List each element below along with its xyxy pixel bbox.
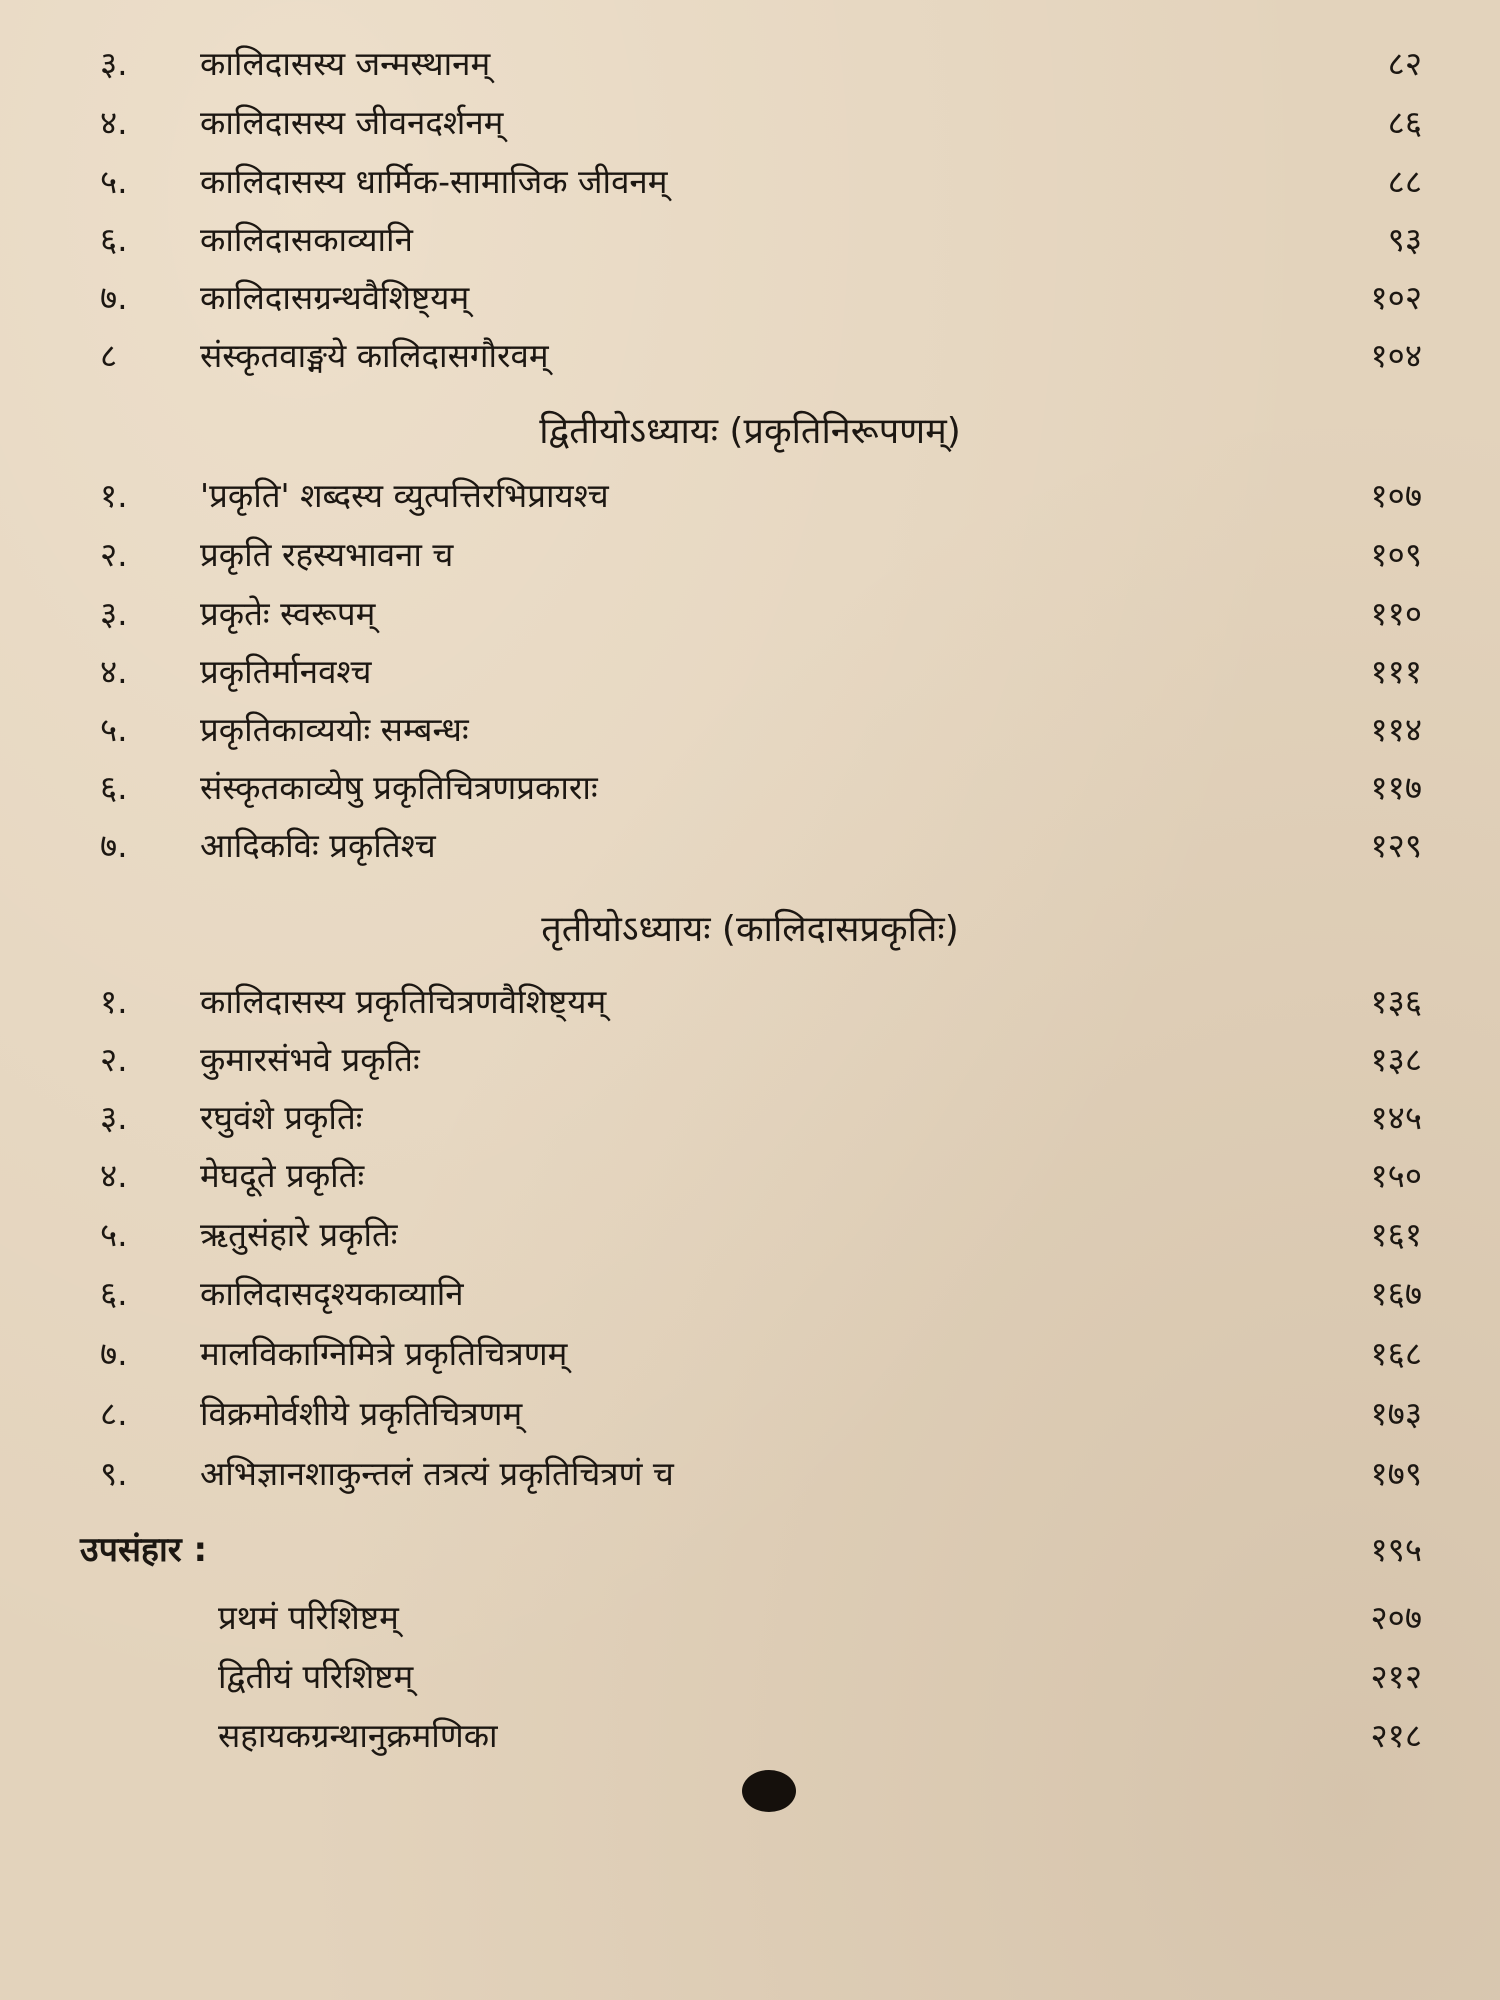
entry-number: ३. <box>100 44 128 83</box>
entry-page: २१२ <box>1370 1657 1422 1696</box>
entry-title: प्रकृतिकाव्ययोः सम्बन्धः <box>200 710 469 749</box>
entry-number: २. <box>100 535 128 574</box>
entry-number: ७. <box>100 826 128 865</box>
entry-title: कालिदासस्य धार्मिक-सामाजिक जीवनम् <box>200 162 668 201</box>
entry-page: १९५ <box>1370 1530 1422 1569</box>
entry-page: ११७ <box>1370 768 1422 807</box>
entry-page: १६७ <box>1370 1274 1422 1313</box>
toc-entry <box>0 974 1500 1030</box>
entry-page: २१८ <box>1370 1716 1422 1755</box>
entry-page: १२९ <box>1370 826 1422 865</box>
entry-page: ८६ <box>1387 103 1422 142</box>
entry-number: ३. <box>100 594 128 633</box>
entry-title: संस्कृतकाव्येषु प्रकृतिचित्रणप्रकाराः <box>200 768 598 807</box>
chapter-heading: तृतीयोऽध्यायः (कालिदासप्रकृतिः) <box>541 909 959 950</box>
entry-title: मालविकाग्निमित्रे प्रकृतिचित्रणम् <box>200 1334 568 1373</box>
entry-title: रघुवंशे प्रकृतिः <box>200 1098 363 1137</box>
entry-title: द्वितीयं परिशिष्टम् <box>218 1657 414 1696</box>
ink-blot-mark <box>742 1770 796 1812</box>
toc-entry <box>0 1326 1500 1382</box>
entry-number: ५. <box>100 1215 128 1254</box>
entry-number: ७. <box>100 278 128 317</box>
entry-page: १३८ <box>1370 1040 1422 1079</box>
entry-number: ९. <box>100 1454 128 1493</box>
toc-entry <box>0 1148 1500 1204</box>
entry-title: कालिदासग्रन्थवैशिष्ट्यम् <box>200 278 470 317</box>
entry-title: अभिज्ञानशाकुन्तलं तत्रत्यं प्रकृतिचित्रणं च <box>200 1454 674 1493</box>
entry-title: कालिदासदृश्यकाव्यानि <box>200 1274 464 1313</box>
toc-entry <box>0 1386 1500 1442</box>
toc-entry-conclusion <box>0 1522 1500 1578</box>
entry-page: १७९ <box>1370 1454 1422 1493</box>
entry-page: १११ <box>1370 652 1422 691</box>
toc-entry <box>0 644 1500 700</box>
entry-page: ८२ <box>1387 44 1422 83</box>
toc-entry <box>0 328 1500 384</box>
entry-number: ७. <box>100 1334 128 1373</box>
entry-title: कालिदासकाव्यानि <box>200 220 413 259</box>
entry-title: आदिकविः प्रकृतिश्च <box>200 826 436 865</box>
toc-entry <box>0 760 1500 816</box>
toc-entry <box>0 1266 1500 1322</box>
toc-entry <box>0 1207 1500 1263</box>
entry-page: १५० <box>1370 1156 1422 1195</box>
entry-page: २०७ <box>1370 1598 1422 1637</box>
entry-title: प्रथमं परिशिष्टम् <box>218 1598 399 1637</box>
entry-page: १०४ <box>1370 336 1422 375</box>
toc-entry <box>0 818 1500 874</box>
toc-entry <box>0 212 1500 268</box>
entry-page: १६१ <box>1370 1215 1422 1254</box>
toc-entry <box>0 154 1500 210</box>
entry-title: प्रकृतिर्मानवश्च <box>200 652 372 691</box>
entry-title: कालिदासस्य जन्मस्थानम् <box>200 44 491 83</box>
toc-entry <box>0 1446 1500 1502</box>
entry-number: ४. <box>100 1156 128 1195</box>
toc-entry <box>0 1032 1500 1088</box>
entry-title: संस्कृतवाङ्मये कालिदासगौरवम् <box>200 336 549 375</box>
toc-entry-appendix <box>0 1590 1500 1646</box>
entry-page: १४५ <box>1370 1098 1422 1137</box>
entry-page: ११० <box>1370 594 1422 633</box>
conclusion-title: उपसंहार : <box>80 1530 208 1570</box>
toc-entry <box>0 586 1500 642</box>
entry-page: १०९ <box>1370 535 1422 574</box>
entry-number: ५. <box>100 162 128 201</box>
toc-entry-appendix <box>0 1708 1500 1764</box>
entry-number: २. <box>100 1040 128 1079</box>
entry-number: ६. <box>100 1274 128 1313</box>
toc-entry <box>0 468 1500 524</box>
entry-title: प्रकृति रहस्यभावना च <box>200 535 454 574</box>
entry-page: १६८ <box>1370 1334 1422 1373</box>
toc-entry <box>0 702 1500 758</box>
toc-entry <box>0 36 1500 92</box>
entry-page: १७३ <box>1370 1394 1422 1433</box>
entry-title: कालिदासस्य प्रकृतिचित्रणवैशिष्ट्यम् <box>200 982 607 1021</box>
entry-title: 'प्रकृति' शब्दस्य व्युत्पत्तिरभिप्रायश्च <box>200 476 609 515</box>
entry-title: ऋतुसंहारे प्रकृतिः <box>200 1215 398 1254</box>
entry-page: १०७ <box>1370 476 1422 515</box>
entry-number: ४. <box>100 103 128 142</box>
entry-page: ९३ <box>1387 220 1422 259</box>
entry-number: ६. <box>100 220 128 259</box>
entry-number: ४. <box>100 652 128 691</box>
entry-number: ३. <box>100 1098 128 1137</box>
toc-entry <box>0 270 1500 326</box>
entry-title: सहायकग्रन्थानुक्रमणिका <box>218 1716 498 1755</box>
entry-number: ५. <box>100 710 128 749</box>
entry-page: १०२ <box>1370 278 1422 317</box>
entry-number: १. <box>100 982 128 1021</box>
entry-title: कालिदासस्य जीवनदर्शनम् <box>200 103 504 142</box>
entry-page: ११४ <box>1370 710 1422 749</box>
toc-entry <box>0 1090 1500 1146</box>
entry-number: ८ <box>100 336 118 375</box>
entry-number: ८. <box>100 1394 128 1433</box>
entry-page: ८८ <box>1387 162 1422 201</box>
entry-title: कुमारसंभवे प्रकृतिः <box>200 1040 420 1079</box>
toc-entry <box>0 527 1500 583</box>
toc-entry-appendix <box>0 1649 1500 1705</box>
chapter-heading: द्वितीयोऽध्यायः (प्रकृतिनिरूपणम्) <box>539 411 961 452</box>
entry-title: विक्रमोर्वशीये प्रकृतिचित्रणम् <box>200 1394 523 1433</box>
entry-number: ६. <box>100 768 128 807</box>
entry-page: १३६ <box>1370 982 1422 1021</box>
entry-title: प्रकृतेः स्वरूपम् <box>200 594 376 633</box>
entry-number: १. <box>100 476 128 515</box>
toc-entry <box>0 95 1500 151</box>
entry-title: मेघदूते प्रकृतिः <box>200 1156 365 1195</box>
